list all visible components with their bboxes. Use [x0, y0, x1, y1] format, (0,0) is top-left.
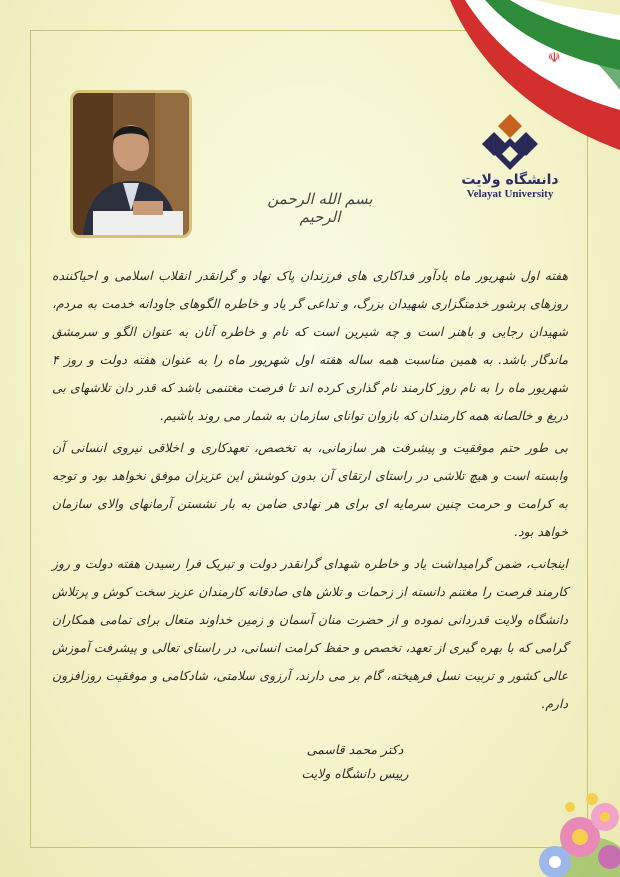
university-name-fa: دانشگاه ولایت	[461, 172, 559, 188]
university-name-en: Velayat University	[466, 188, 554, 200]
university-logo	[455, 110, 565, 220]
flower-bouquet-decoration	[480, 727, 620, 877]
paragraph-1: هفته اول شهریور ماه یادآور فداکاری های فرزندان پاک نهاد و گرانقدر انقلاب اسلامی و احیاکننده روزهای پرشور خدمتگزاری شهیدان بزرگ، و تداعی گر یاد و خاطره الگوهای جاودانه خدمت به مردم، شهیدان رجایی و باهنر است و چه شیرین است که نام و خاطره آنان به عنوان الگو و سرمشق ماندگار باشد. به همین مناسبت همه ساله هفته اول شهریور ماه را به عنوان هفته دولت و روز ۴ شهریور ماه را به نام روز کارمند نام گذاری کرده اند تا فرصت مغتنمی باشد که قدر دان تلاشهای بی دریغ و خالصانه همه کارمندان که بازوان توانای سازمان به شمار می روند باشیم.	[52, 268, 568, 423]
paragraph-2: بی طور حتم موفقیت و پیشرفت هر سازمانی، به تخصص، تعهدکاری و اخلاقی نیروی انسانی آن وابسته است و هیچ تلاشی در راستای ارتقای آن بدون کوشش این عزیزان موفق نخواهد بود و توجه به کرامت و حرمت چنین سرمایه ای برای هر نهادی ضامن به بار نشستن آرمانهای والای سازمان خواهد بود.	[52, 440, 568, 539]
signatory-title: رییس دانشگاه ولایت	[301, 766, 409, 781]
portrait-photo	[70, 90, 192, 238]
portrait-icon	[73, 93, 189, 235]
bismillah-calligraphy: بسم الله الرحمن الرحیم	[267, 190, 373, 226]
signatory-name: دکتر محمد قاسمی	[306, 742, 404, 757]
paragraph-3: اینجانب، ضمن گرامیداشت یاد و خاطره شهدای گرانقدر دولت و تبریک فرا رسیدن هفته دولت و روز کارمند فرصت را مغتنم دانسته از زحمات و تلاش های صادقانه کارمندان عزیز سخت کوش و پرتلاش دانشگاه ولایت قدردانی نموده و از حضرت منان آسمان و زمین خداوند متعال برای تمامی همکاران گرامی که با بهره گیری از تعهد، تخصص و حفظ کرامت انسانی، در راستای تعالی و پیشرفت آموزش عالی کشور و تربیت نسل فرهیخته، گام بر می دارند، آرزوی سلامتی، شادکامی و موفقیت روزافزون دارم.	[52, 556, 568, 711]
signature-block	[265, 738, 445, 786]
velayat-university-logo-icon	[480, 110, 540, 170]
svg-text:☫: ☫	[548, 50, 561, 66]
letter-body	[52, 262, 568, 722]
